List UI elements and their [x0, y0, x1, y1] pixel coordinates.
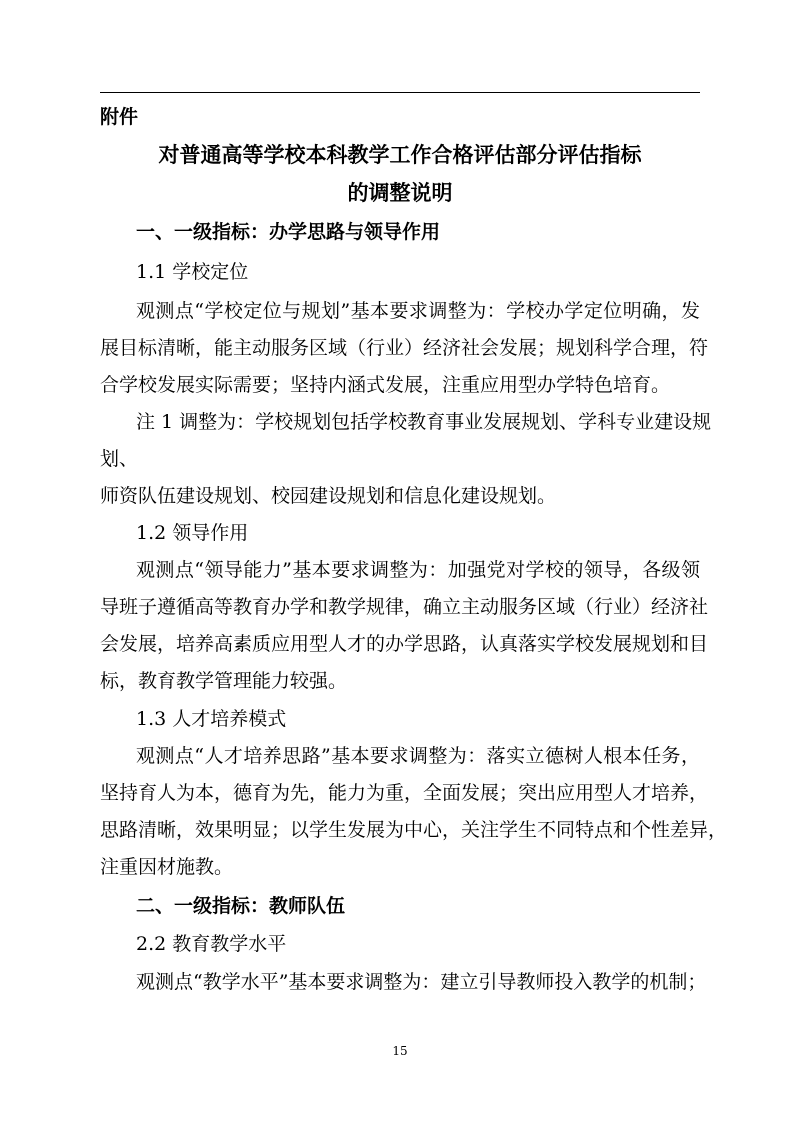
paragraph-line: 合学校发展实际需要；坚持内涵式发展，注重应用型办学特色培育。 — [100, 374, 671, 396]
paragraph-line: 观测点“教学水平”基本要求调整为：建立引导教师投入教学的机制； — [136, 971, 707, 993]
document-title-line-1: 对普通高等学校本科教学工作合格评估部分评估指标 — [158, 142, 642, 167]
subsection-heading: 1.3 人才培养模式 — [136, 708, 287, 730]
paragraph-line: 会发展，培养高素质应用型人才的办学思路，认真落实学校发展规划和目 — [100, 633, 709, 655]
paragraph-line: 展目标清晰，能主动服务区域（行业）经济社会发展；规划科学合理，符 — [100, 337, 709, 359]
paragraph-line: 导班子遵循高等教育办学和教学规律，确立主动服务区域（行业）经济社 — [100, 596, 709, 618]
note-line: 注 1 调整为：学校规划包括学校教育事业发展规划、学科专业建设规 — [136, 411, 712, 433]
note-line: 师资队伍建设规划、校园建设规划和信息化建设规划。 — [100, 485, 557, 507]
paragraph-line: 思路清晰，效果明显；以学生发展为中心，关注学生不同特点和个性差异， — [100, 819, 728, 841]
paragraph-line: 标，教育教学管理能力较强。 — [100, 670, 348, 692]
subsection-heading: 1.2 领导作用 — [136, 522, 249, 544]
subsection-heading: 1.1 学校定位 — [136, 261, 249, 283]
page-number: 15 — [392, 1044, 408, 1058]
section-heading: 一、一级指标：办学思路与领导作用 — [136, 221, 441, 243]
paragraph-line: 观测点“人才培养思路”基本要求调整为：落实立德树人根本任务， — [136, 745, 700, 767]
section-heading: 二、一级指标：教师队伍 — [136, 895, 346, 917]
subsection-heading: 2.2 教育教学水平 — [136, 933, 287, 955]
note-line: 划、 — [100, 448, 139, 470]
paragraph-line: 坚持育人为本，德育为先，能力为重，全面发展；突出应用型人才培养， — [100, 782, 709, 804]
paragraph-line: 观测点“学校定位与规划”基本要求调整为：学校办学定位明确，发 — [136, 300, 700, 322]
paragraph-line: 注重因材施教。 — [100, 856, 234, 878]
paragraph-line: 观测点“领导能力”基本要求调整为：加强党对学校的领导，各级领 — [136, 559, 700, 581]
document-title-line-2: 的调整说明 — [347, 180, 453, 205]
attachment-label: 附件 — [100, 106, 139, 128]
header-rule — [100, 92, 700, 93]
